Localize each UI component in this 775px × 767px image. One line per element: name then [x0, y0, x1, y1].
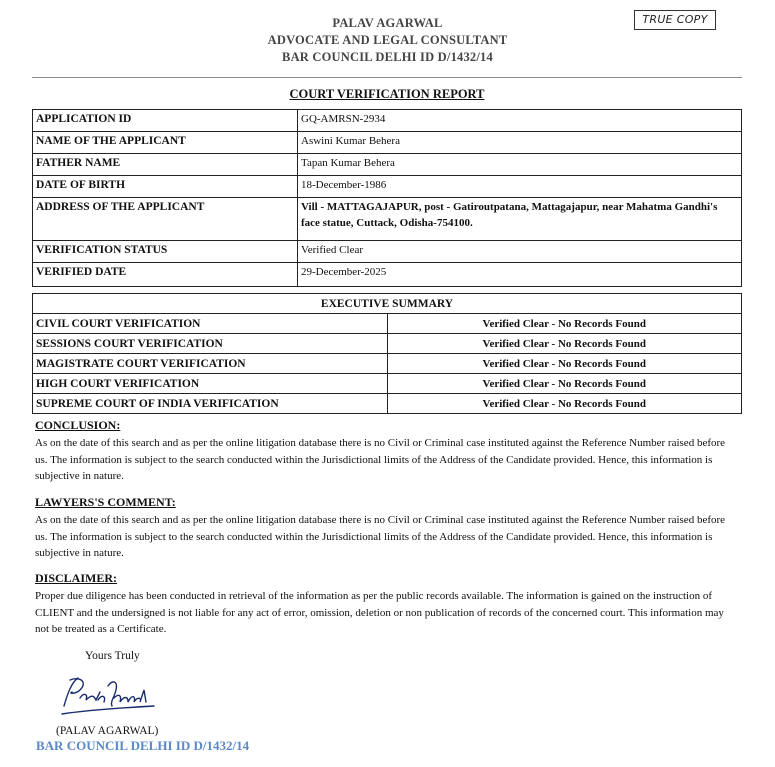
- lawyers-comment-section: [35, 495, 740, 562]
- conclusion-title: CONCLUSION:: [35, 418, 121, 432]
- advocate-name: PALAV AGARWAL: [332, 16, 443, 30]
- handwritten-signature: [58, 672, 168, 720]
- applicant-details-table: [32, 109, 742, 287]
- detail-value: 29-December-2025: [298, 263, 742, 287]
- lawyers-comment-text: As on the date of this search and as per the online litigation database there is no Civil or Criminal case instituted against the Reference Number raised before us. The information is subject to the search conducted within the Jurisdictional limits of the Address of the Candidate provided. Hence, this information is subjective in nature.: [35, 514, 726, 559]
- table-row: [33, 132, 742, 154]
- true-copy-stamp: TRUE COPY: [634, 10, 716, 30]
- table-row: [33, 374, 742, 394]
- summary-label: MAGISTRATE COURT VERIFICATION: [33, 354, 388, 374]
- disclaimer-text: Proper due diligence has been conducted in retrieval of the information as per the public records available. The information is gained on the instruction of CLIENT and the undersigned is not liable for any act of error, omission, deletion or non publication of records of the concerned court. This information may not be treated as a Certificate.: [35, 590, 724, 635]
- table-row: [33, 334, 742, 354]
- table-row: [33, 354, 742, 374]
- summary-value: Verified Clear - No Records Found: [387, 374, 742, 394]
- summary-value: Verified Clear - No Records Found: [387, 314, 742, 334]
- detail-label: FATHER NAME: [33, 154, 298, 176]
- detail-value: GQ-AMRSN-2934: [298, 110, 742, 132]
- detail-label: ADDRESS OF THE APPLICANT: [33, 198, 298, 241]
- header-divider: [32, 77, 742, 78]
- executive-summary-table: [32, 293, 742, 414]
- conclusion-text: As on the date of this search and as per the online litigation database there is no Civil or Criminal case instituted against the Reference Number raised before us. The information is subject to the search conducted within the Jurisdictional limits of the Address of the Candidate provided. Hence, this information is subjective in nature.: [35, 437, 726, 482]
- table-row: [33, 154, 742, 176]
- table-row: [33, 176, 742, 198]
- detail-label: VERIFIED DATE: [33, 263, 298, 287]
- summary-value: Verified Clear - No Records Found: [387, 354, 742, 374]
- detail-label: APPLICATION ID: [33, 110, 298, 132]
- disclaimer-section: [35, 571, 740, 638]
- conclusion-section: [35, 418, 740, 485]
- summary-label: SESSIONS COURT VERIFICATION: [33, 334, 388, 354]
- table-row: [33, 263, 742, 287]
- detail-label: VERIFICATION STATUS: [33, 241, 298, 263]
- table-row: [33, 294, 742, 314]
- summary-value: Verified Clear - No Records Found: [387, 394, 742, 414]
- report-title: COURT VERIFICATION REPORT: [289, 87, 485, 101]
- summary-label: HIGH COURT VERIFICATION: [33, 374, 388, 394]
- detail-value: Aswini Kumar Behera: [298, 132, 742, 154]
- detail-label: NAME OF THE APPLICANT: [33, 132, 298, 154]
- signatory-name: (PALAV AGARWAL): [56, 725, 159, 737]
- table-row: [33, 198, 742, 241]
- detail-value: Tapan Kumar Behera: [298, 154, 742, 176]
- table-row: [33, 110, 742, 132]
- table-row: [33, 314, 742, 334]
- closing-salutation: Yours Truly: [85, 650, 140, 662]
- bar-council-id-footer: BAR COUNCIL DELHI ID D/1432/14: [36, 738, 250, 753]
- summary-label: SUPREME COURT OF INDIA VERIFICATION: [33, 394, 388, 414]
- summary-title: EXECUTIVE SUMMARY: [33, 294, 742, 314]
- advocate-designation: ADVOCATE AND LEGAL CONSULTANT: [267, 33, 508, 47]
- summary-label: CIVIL COURT VERIFICATION: [33, 314, 388, 334]
- detail-value: Verified Clear: [298, 241, 742, 263]
- detail-label: DATE OF BIRTH: [33, 176, 298, 198]
- detail-value: 18-December-1986: [298, 176, 742, 198]
- table-row: [33, 241, 742, 263]
- table-row: [33, 394, 742, 414]
- detail-value: Vill - MATTAGAJAPUR, post - Gatiroutpatana, Mattagajapur, near Mahatma Gandhi's face statue, Cuttack, Odisha-754100.: [298, 198, 742, 241]
- bar-council-id-header: BAR COUNCIL DELHI ID D/1432/14: [282, 50, 493, 64]
- disclaimer-title: DISCLAIMER:: [35, 571, 118, 585]
- summary-value: Verified Clear - No Records Found: [387, 334, 742, 354]
- lawyers-comment-title: LAWYERS'S COMMENT:: [35, 495, 176, 509]
